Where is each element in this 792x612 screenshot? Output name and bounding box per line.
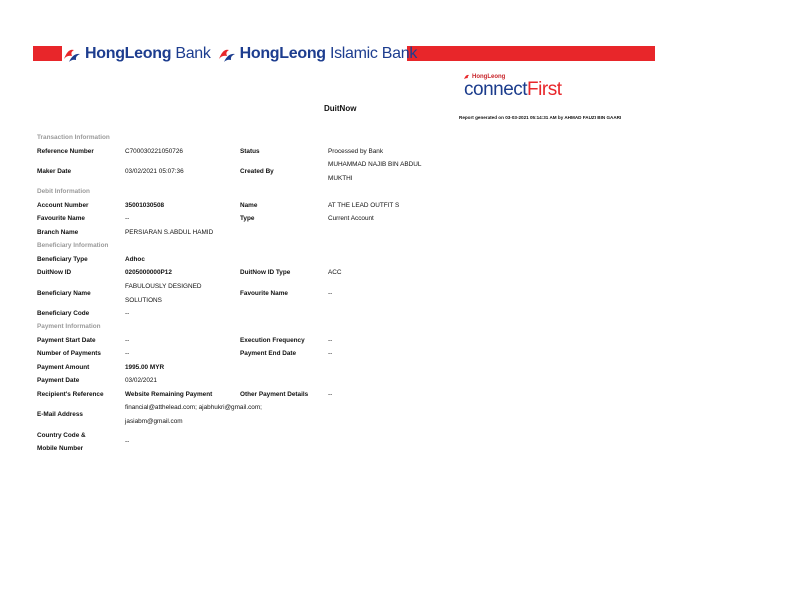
payment-end-date-label: Payment End Date (240, 350, 297, 357)
duitnow-id-type-label: DuitNow ID Type (240, 269, 291, 276)
account-number-value: 35001030508 (125, 202, 165, 209)
email-address-value-line2: jasiabm@gmail.com (125, 418, 183, 425)
status-value: Processed by Bank (328, 148, 384, 155)
beneficiary-name-value-line2: SOLUTIONS (125, 297, 162, 304)
document-title: DuitNow (324, 104, 357, 113)
status-label: Status (240, 148, 260, 155)
recipient-reference-label: Recipient's Reference (37, 391, 104, 398)
hong-leong-islamic-bank-logo (217, 44, 417, 64)
duitnow-id-value: 0205000000P12 (125, 269, 172, 276)
payment-start-date-value: -- (125, 337, 130, 344)
payment-amount-value: 1995.00 MYR (125, 364, 165, 371)
number-of-payments-value: -- (125, 350, 130, 357)
execution-frequency-value: -- (328, 337, 333, 344)
type-value: Current Account (328, 215, 374, 222)
type-label: Type (240, 215, 255, 222)
duitnow-id-label: DuitNow ID (37, 269, 72, 276)
email-address-label: E-Mail Address (37, 411, 83, 418)
payment-date-label: Payment Date (37, 377, 80, 384)
beneficiary-name-value-line1: FABULOUSLY DESIGNED (125, 283, 202, 290)
payment-amount-label: Payment Amount (37, 364, 90, 371)
created-by-value-line2: MUKTHI (328, 175, 353, 182)
name-label: Name (240, 202, 258, 209)
favourite-name-value: -- (125, 215, 130, 222)
maker-date-value: 03/02/2021 05:07:36 (125, 168, 184, 175)
number-of-payments-label: Number of Payments (37, 350, 101, 357)
section-payment-information: Payment Information (37, 323, 101, 330)
hong-leong-bank-text: HongLeong Bank (85, 45, 211, 62)
header-red-band-right (405, 46, 655, 61)
country-code-value: -- (125, 438, 130, 445)
connect-first-small-brand: HongLeong (464, 74, 574, 80)
country-code-label-line2: Mobile Number (37, 445, 84, 452)
execution-frequency-label: Execution Frequency (240, 337, 305, 344)
account-number-label: Account Number (37, 202, 89, 209)
hong-leong-mark-icon (62, 44, 82, 64)
section-beneficiary-information: Beneficiary Information (37, 242, 109, 249)
connect-first-wordmark: connectFirst (464, 79, 562, 100)
name-value: AT THE LEAD OUTFIT S (328, 202, 400, 209)
hong-leong-bank-logo (62, 44, 211, 64)
report-generated-meta: Report generated on 03-03-2021 05:14:31 AM by AHMAD FAUZI BIN GAARI (459, 115, 622, 120)
other-payment-details-label: Other Payment Details (240, 391, 309, 398)
reference-number-value: C700030221050726 (125, 148, 183, 155)
section-transaction-information: Transaction Information (37, 134, 110, 141)
other-payment-details-value: -- (328, 391, 333, 398)
created-by-label: Created By (240, 168, 274, 175)
beneficiary-type-value: Adhoc (125, 256, 145, 263)
beneficiary-code-value: -- (125, 310, 130, 317)
beneficiary-name-label: Beneficiary Name (37, 290, 91, 297)
favourite-name-label: Favourite Name (37, 215, 85, 222)
reference-number-label: Reference Number (37, 148, 94, 155)
payment-start-date-label: Payment Start Date (37, 337, 96, 344)
recipient-reference-value: Website Remaining Payment (125, 391, 213, 398)
ben-favourite-name-value: -- (328, 290, 333, 297)
beneficiary-code-label: Beneficiary Code (37, 310, 90, 317)
payment-end-date-value: -- (328, 350, 333, 357)
country-code-label-line1: Country Code & (37, 432, 86, 439)
beneficiary-type-label: Beneficiary Type (37, 256, 88, 263)
bank-logos (62, 40, 418, 68)
created-by-value-line1: MUHAMMAD NAJIB BIN ABDUL (328, 161, 422, 168)
maker-date-label: Maker Date (37, 168, 72, 175)
email-address-value-line1: financial@atthelead.com; ajabhukri@gmail.com; (125, 404, 262, 411)
section-debit-information: Debit Information (37, 188, 90, 195)
duitnow-id-type-value: ACC (328, 269, 342, 276)
branch-name-label: Branch Name (37, 229, 79, 236)
ben-favourite-name-label: Favourite Name (240, 290, 288, 297)
hong-leong-islamic-mark-icon (217, 44, 237, 64)
connect-first-logo (464, 74, 574, 100)
payment-date-value: 03/02/2021 (125, 377, 157, 384)
branch-name-value: PERSIARAN S.ABDUL HAMID (125, 229, 214, 236)
hong-leong-islamic-bank-text: HongLeong Islamic Bank (239, 45, 418, 62)
